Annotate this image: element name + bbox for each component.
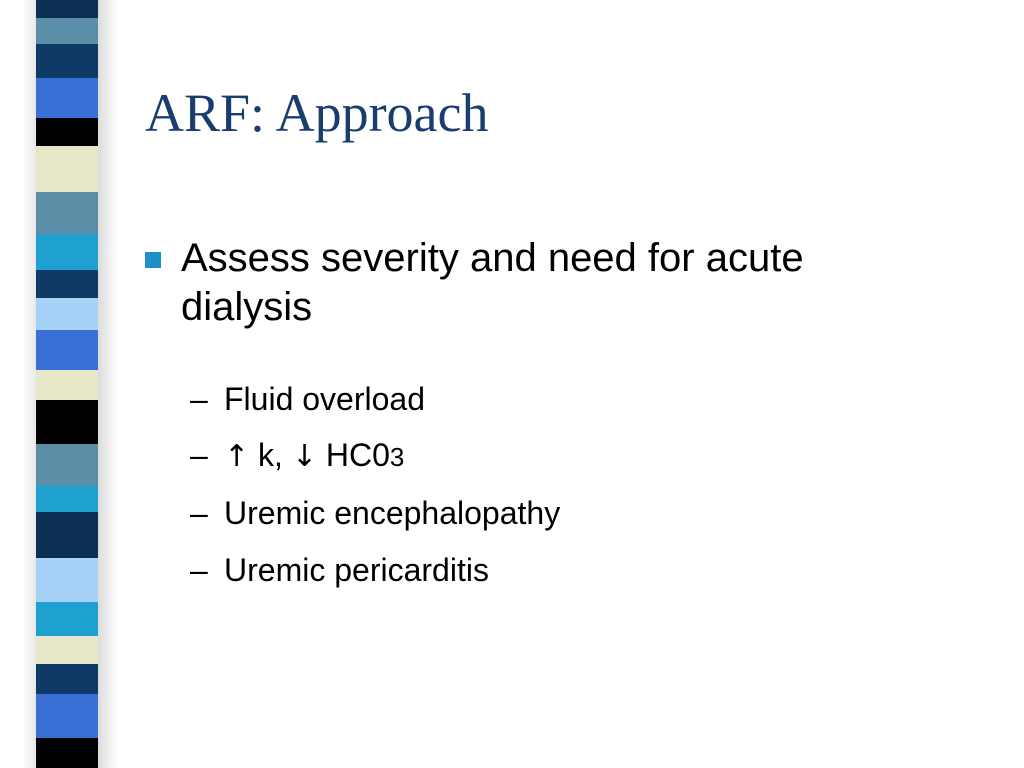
sub-item-encephalopathy <box>190 494 560 532</box>
bicarbonate-text: HC0 <box>325 437 390 473</box>
down-arrow-icon: ↓ <box>291 439 317 474</box>
dash-marker: – <box>190 437 208 473</box>
stripe-block <box>36 118 98 146</box>
up-arrow-icon: ↑ <box>224 439 250 474</box>
stripe-block <box>36 444 98 486</box>
stripe-block <box>36 602 98 636</box>
dash-marker: – <box>190 495 208 531</box>
stripe-block <box>36 234 98 270</box>
square-bullet-icon <box>145 252 161 268</box>
sub-item-text: Uremic encephalopathy <box>224 495 561 531</box>
dash-marker: – <box>190 381 208 417</box>
bicarbonate-subscript: 3 <box>389 442 405 472</box>
stripe-block <box>36 400 98 444</box>
dash-marker: – <box>190 552 208 588</box>
stripe-block <box>36 512 98 558</box>
stripe-block <box>36 78 98 118</box>
stripe-block <box>36 44 98 78</box>
stripe-block <box>36 664 98 694</box>
sub-item-text: Fluid overload <box>224 381 425 417</box>
stripe-block <box>36 694 98 738</box>
stripe-block <box>36 192 98 234</box>
sub-item-pericarditis <box>190 551 489 589</box>
sub-item-text: Uremic pericarditis <box>224 552 489 588</box>
stripe-block <box>36 0 98 18</box>
bullet-text: Assess severity and need for acute dialysis <box>181 236 804 329</box>
stripe-block <box>36 270 98 298</box>
sub-item-fluid-overload <box>190 380 425 418</box>
slide-title: ARF: Approach <box>145 83 489 143</box>
stripe-block <box>36 146 98 192</box>
stripe-block <box>36 370 98 400</box>
stripe-block <box>36 636 98 664</box>
potassium-text: k, <box>258 437 283 473</box>
sub-item-electrolytes <box>190 436 404 476</box>
stripe-block <box>36 330 98 370</box>
stripe-block <box>36 298 98 330</box>
stripe-block <box>36 738 98 768</box>
stripe-block <box>36 486 98 512</box>
stripe-block <box>36 558 98 602</box>
stripe-block <box>36 18 98 44</box>
decorative-stripe <box>36 0 98 768</box>
